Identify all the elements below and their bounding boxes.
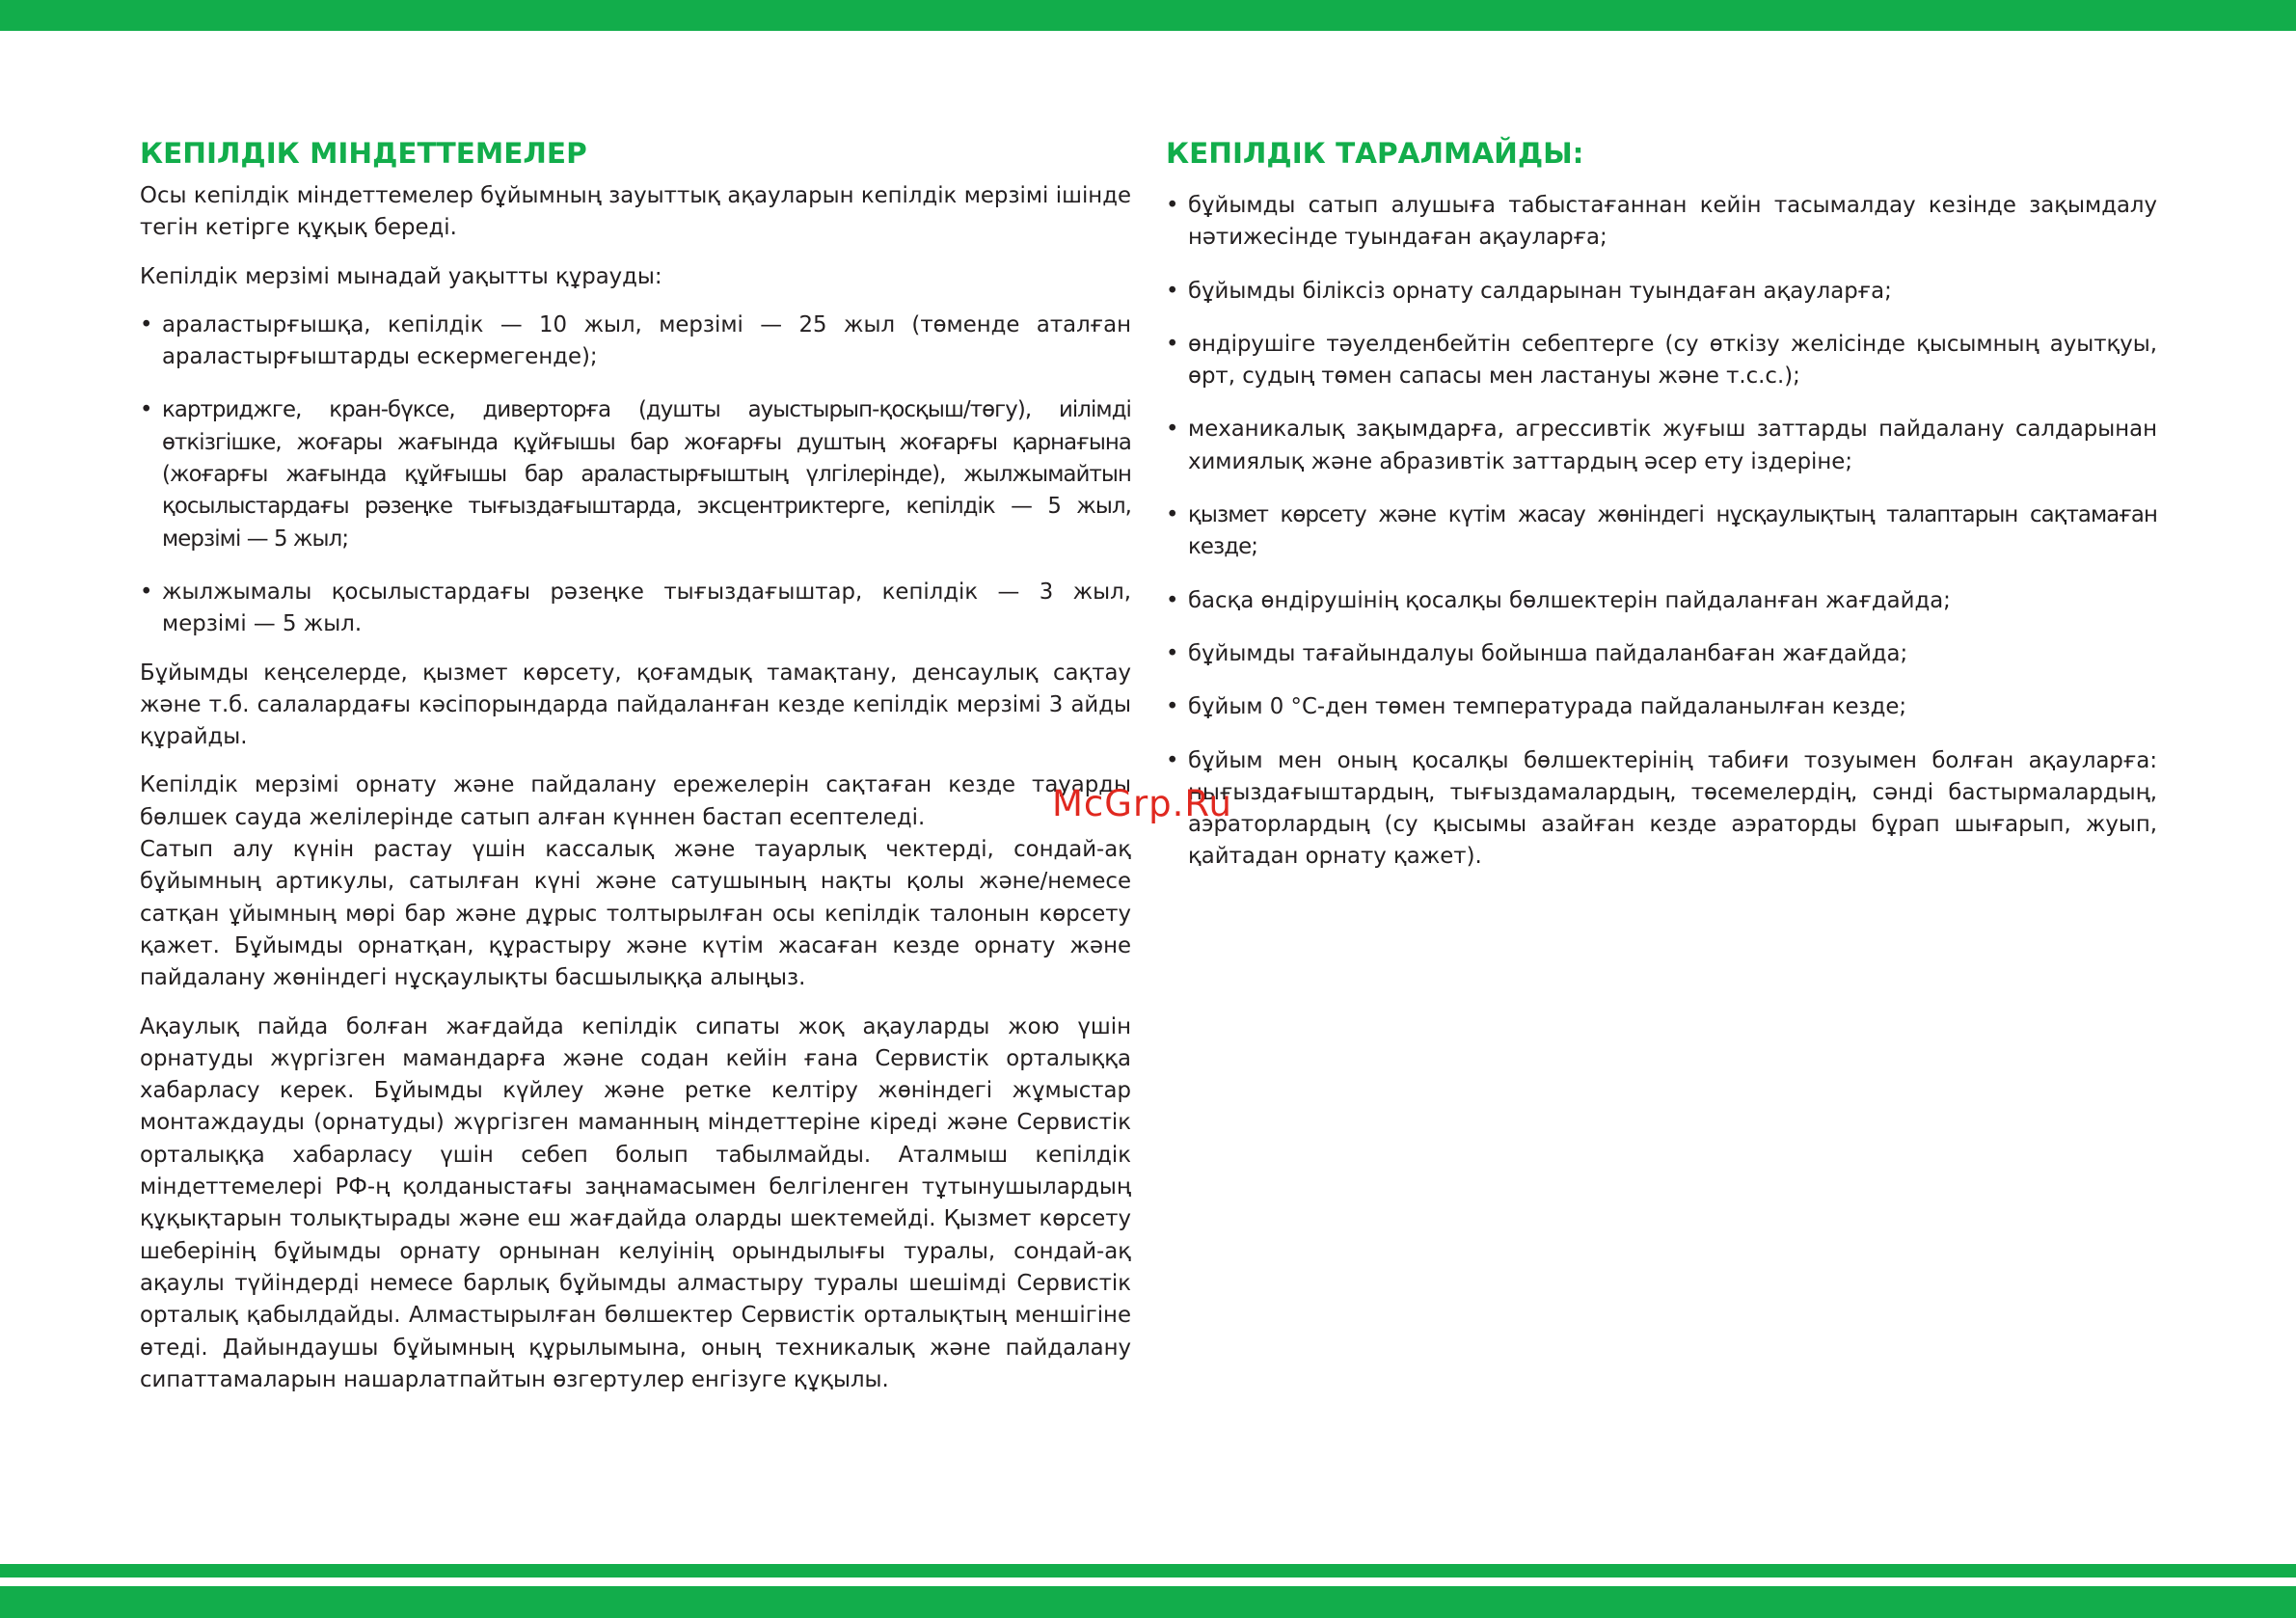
- warranty-exclusions-column: [1166, 133, 2157, 895]
- list-item: • араластырғышқа, кепілдік — 10 жыл, мерзімі — 25 жыл (төменде аталған араластырғыштарды ескермегенде);: [140, 310, 1131, 374]
- warranty-exclusions-heading: КЕПІЛДІК ТАРАЛМАЙДЫ:: [1166, 137, 1584, 170]
- business-use-paragraph: Бұйымды кеңселерде, қызмет көрсету, қоғамдық тамақтану, денсаулық сақтау және т.б. салалардағы кәсіпорындарда пайдаланған кезде кепілдік мерзімі 3 айды құрайды.: [140, 660, 1131, 750]
- list-item: • бұйымды сатып алушыға табыстағаннан кейін тасымалдау кезінде зақымдалу нәтижесінде туындаған ақауларға;: [1166, 190, 2157, 255]
- warranty-term-list: [140, 310, 1131, 641]
- service-center-paragraph: Ақаулық пайда болған жағдайда кепілдік сипаты жоқ ақауларды жою үшін орнатуды жүргізген мамандарға және содан кейін ғана Сервистік орталыққа хабарласу керек. Бұйымды күйлеу және ретке келтіру жөніндегі жұмыстар монтаждауды (орнатуды) жүргізген маманның міндеттеріне кіреді және Сервистік орталыққа хабарласу үшін себеп болып табылмайды. Аталмыш кепілдік міндеттемелері РФ-ң қолданыстағы заңнамасымен белгіленген тұтынушылардың құқықтарын толықтырады және еш жағдайда оларды шектемейді. Қызмет көрсету шеберінің бұйымды орнату орнынан келуінің орындылығы туралы, сондай-ақ ақаулы түйіндерді немесе барлық бұйымды алмастыру туралы шешімді Сервистік орталық қабылдайды. Алмастырылған бөлшектер Сервистік орталықтың меншігіне өтеді. Дайындаушы бұйымның құрылымына, оның техникалық және пайдалану сипаттамаларын нашарлатпайтын өзгертулер енгізуге құқылы.: [140, 1013, 1131, 1392]
- top-green-bar: [0, 0, 2296, 31]
- list-item: • картриджге, кран-бүксе, диверторға (душты ауыстырып-қосқыш/төгу), иілімді өткізгішке, жоғары жағында құйғышы бар жоғарғы душтың жоғарғы қарнағына (жоғарғы жағында құйғышы бар араластырғыштың үлгілерінде), жылжымайтын қосылыстардағы рәзеңке тығыздағыштарда, эксцентриктерге, кепілдік — 5 жыл, мерзімі — 5 жыл;: [140, 394, 1131, 554]
- exclusions-list: [1166, 190, 2157, 874]
- warranty-obligations-column: [140, 133, 1131, 1413]
- list-item: • механикалық зақымдарға, агрессивтік жуғыш заттарды пайдалану салдарынан химиялық және абразивтік заттардың әсер ету іздеріне;: [1166, 414, 2157, 478]
- list-item: • бұйым мен оның қосалқы бөлшектерінің табиғи тозуымен болған ақауларға: нығыздағыштардың, тығыздамалардың, төсемелердің, сәнді бастырмалардың, аэраторлардың (су қысымы азайған кезде аэраторды бұрап шығарып, жуып, қайтадан орнату қажет).: [1166, 745, 2157, 874]
- list-item: • өндірушіге тәуелденбейтін себептерге (су өткізу желісінде қысымның ауытқуы, өрт, судың төмен сапасы мен ластануы және т.с.с.);: [1166, 329, 2157, 393]
- list-item: • бұйымды біліксіз орнату салдарынан туындаған ақауларға;: [1166, 276, 2157, 308]
- list-item: • қызмет көрсету және күтім жасау жөніндегі нұсқаулықтың талаптарын сақтамаған кезде;: [1166, 499, 2157, 564]
- site-watermark: McGrp.Ru: [1052, 783, 1232, 824]
- list-item: • жылжымалы қосылыстардағы рәзеңке тығыздағыштар, кепілдік — 3 жыл, мерзімі — 5 жыл.: [140, 577, 1131, 641]
- intro-paragraph: Осы кепілдік міндеттемелер бұйымның зауыттық ақауларын кепілдік мерзімі ішінде тегін кетірге құқық береді.: [140, 183, 1131, 241]
- warranty-start-paragraph: Кепілдік мерзімі орнату және пайдалану ережелерін сақтаған кезде тауарды бөлшек сауда желілерінде сатып алған күннен бастап есептеледі.: [140, 772, 1131, 830]
- list-item: • басқа өндірушінің қосалқы бөлшектерін пайдаланған жағдайда;: [1166, 585, 2157, 617]
- bottom-green-bar-thick: [0, 1586, 2296, 1618]
- list-item: • бұйымды тағайындалуы бойынша пайдаланбаған жағдайда;: [1166, 638, 2157, 670]
- warranty-term-title: Кепілдік мерзімі мынадай уақытты құрауды:: [140, 263, 662, 289]
- bottom-green-bar-thin: [0, 1564, 2296, 1578]
- purchase-confirmation-paragraph: Сатып алу күнін растау үшін кассалық және тауарлық чектерді, сондай-ақ бұйымның артикулы, сатылған күні және сатушының нақты қолы және/немесе сатқан ұйымның мөрі бар және дұрыс толтырылған осы кепілдік талонын көрсету қажет. Бұйымды орнатқан, құрастыру және күтім жасаған кезде орнату және пайдалану жөніндегі нұсқаулықты басшылыққа алыңыз.: [140, 837, 1131, 991]
- warranty-obligations-heading: КЕПІЛДІК МІНДЕТТЕМЕЛЕР: [140, 137, 587, 170]
- list-item: • бұйым 0 °С-ден төмен температурада пайдаланылған кезде;: [1166, 691, 2157, 723]
